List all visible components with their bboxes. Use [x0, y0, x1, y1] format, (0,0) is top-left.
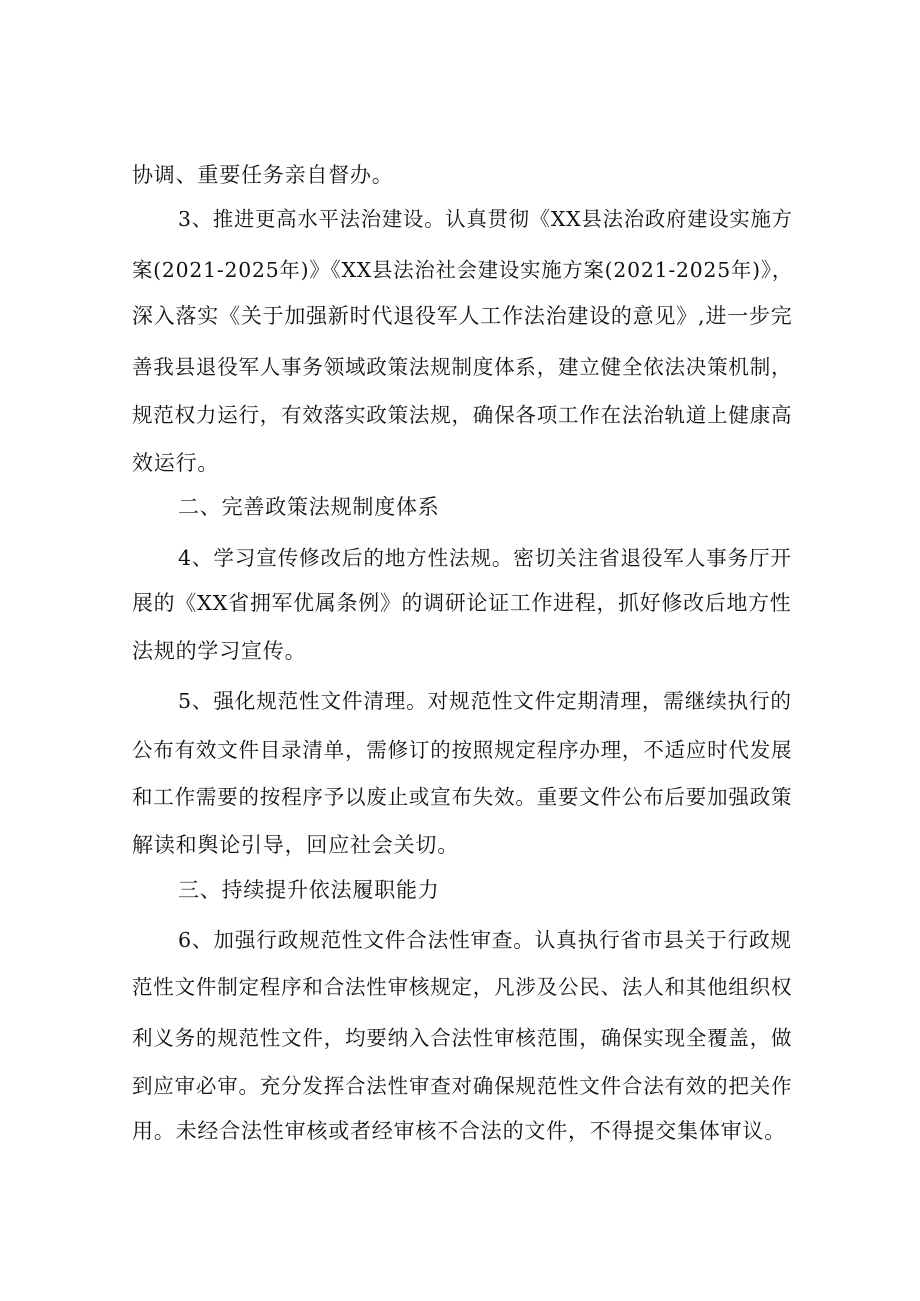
- paragraph-line: 案(2021-2025年)》《XX县法治社会建设实施方案(2021-2025年)》，: [132, 258, 793, 282]
- paragraph-line: 效运行。: [132, 451, 220, 475]
- paragraph-line: 4、学习宣传修改后的地方性法规。密切关注省退役军人事务厅开: [178, 546, 792, 570]
- section-heading: 二、完善政策法规制度体系: [178, 495, 440, 519]
- paragraph-line: 和工作需要的按程序予以废止或宣布失效。重要文件公布后要加强政策: [132, 785, 793, 809]
- paragraph-line: 5、强化规范性文件清理。对规范性文件定期清理，需继续执行的: [178, 689, 792, 713]
- paragraph-line: 3、推进更高水平法治建设。认真贯彻《XX县法治政府建设实施方: [178, 207, 793, 231]
- paragraph-line: 善我县退役军人事务领域政策法规制度体系，建立健全依法决策机制，: [132, 355, 793, 379]
- paragraph-line: 展的《XX省拥军优属条例》的调研论证工作进程，抓好修改后地方性: [132, 591, 792, 615]
- paragraph-line: 解读和舆论引导，回应社会关切。: [132, 833, 459, 857]
- section-heading: 三、持续提升依法履职能力: [178, 878, 440, 902]
- paragraph-line: 利义务的规范性文件，均要纳入合法性审核范围，确保实现全覆盖，做: [132, 1026, 793, 1050]
- paragraph-line: 范性文件制定程序和合法性审核规定，凡涉及公民、法人和其他组织权: [132, 975, 793, 999]
- paragraph-line: 规范权力运行，有效落实政策法规，确保各项工作在法治轨道上健康高: [132, 403, 793, 427]
- paragraph-line: 到应审必审。充分发挥合法性审查对确保规范性文件合法有效的把关作: [132, 1074, 793, 1098]
- paragraph-line: 公布有效文件目录清单，需修订的按照规定程序办理，不适应时代发展: [132, 738, 793, 762]
- paragraph-line: 协调、重要任务亲自督办。: [132, 163, 394, 187]
- paragraph-line: 深入落实《关于加强新时代退役军人工作法治建设的意见》,进一步完: [132, 304, 793, 328]
- paragraph-line: 用。未经合法性审核或者经审核不合法的文件，不得提交集体审议。: [132, 1119, 786, 1143]
- paragraph-line: 法规的学习宣传。: [132, 639, 307, 663]
- paragraph-line: 6、加强行政规范性文件合法性审查。认真执行省市县关于行政规: [178, 928, 792, 952]
